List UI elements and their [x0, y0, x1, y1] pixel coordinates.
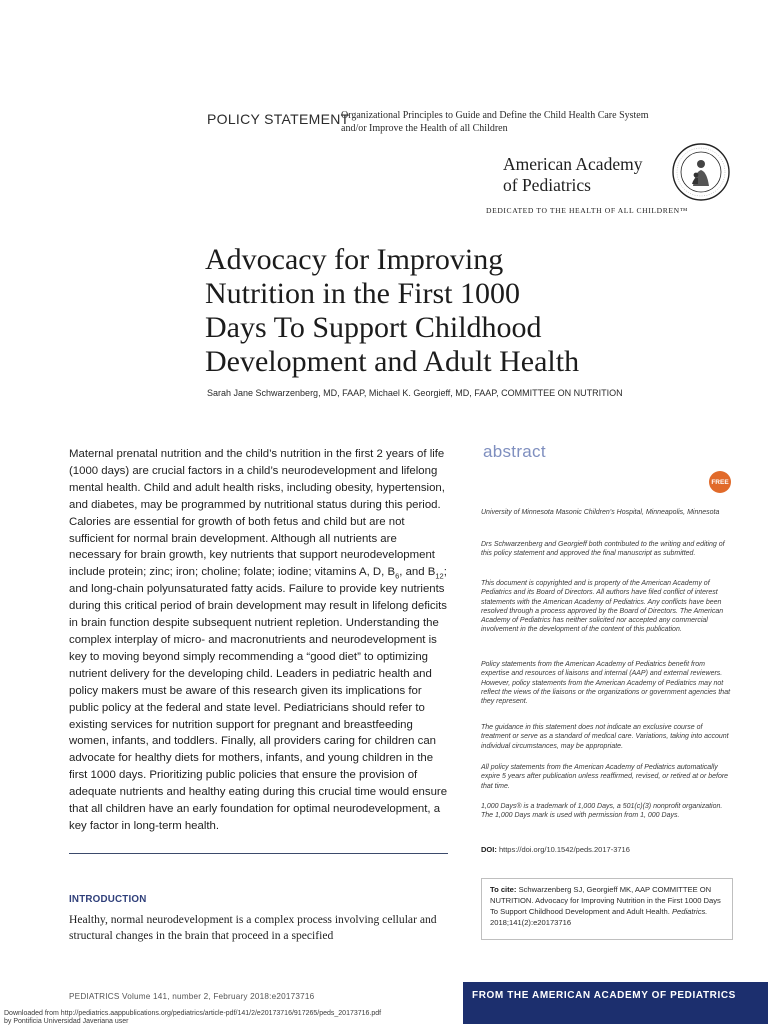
copyright-note: This document is copyrighted and is property of the American Academy of Pediatrics and its Board of Directors. All authors have filed conflict of interest statements with the American Academy of Pediatrics. Any conflicts have been resolved through a process approved by the Board of Directors. The American Academy of Pediatrics has neither solicited nor accepted any commercial involvement in the development of the content of this publication.	[481, 580, 724, 634]
policy-statement-subtitle	[341, 109, 721, 135]
contributions-note: Drs Schwarzenberg and Georgieff both contributed to the writing and editing of this policy statement and approved the final manuscript as submitted.	[481, 541, 725, 558]
introduction-text: Healthy, normal neurodevelopment is a complex process involving cellular and structural changes in the brain that proceed in a specified	[69, 913, 437, 942]
aap-name-line-2: of Pediatrics	[503, 175, 591, 195]
abstract-divider	[69, 853, 448, 854]
trademark-note: 1,000 Days® is a trademark of 1,000 Days, a 501(c)(3) nonprofit organization. The 1,000 Days mark is used with permission from 1, 000 Days.	[481, 803, 723, 820]
title-line-4: Development and Adult Health	[205, 345, 580, 378]
subscript-b6: 6	[395, 571, 400, 581]
title-line-3: Days To Support Childhood	[205, 311, 542, 344]
cite-text: Schwarzenberg SJ, Georgieff MK, AAP COMMITTEE ON NUTRITION. Advocacy for Improving Nutrition in the First 1000 Days To Support Childhood Development and Adult Health.	[490, 885, 721, 916]
introduction-heading: INTRODUCTION	[69, 894, 147, 905]
aap-dedicated-tagline: DEDICATED TO THE HEALTH OF ALL CHILDREN™	[486, 206, 688, 215]
subscript-b12: 12	[435, 571, 444, 581]
cite-label: To cite:	[490, 885, 517, 894]
affiliation-note: University of Minnesota Masonic Children’s Hospital, Minneapolis, Minnesota	[481, 509, 720, 516]
reviewers-note: Policy statements from the American Academy of Pediatrics benefit from expertise and resources of liaisons and internal (AAP) and external reviewers. However, policy statements from the American Academy of Pediatrics may not reflect the views of the liaisons or the organizations or government agencies that they represent.	[481, 661, 731, 706]
cite-volume: 2018;141(2):e20173716	[490, 918, 572, 927]
abstract-text	[69, 446, 448, 835]
download-line-1: Downloaded from http://pediatrics.aappublications.org/pediatrics/article-pdf/141/2/e20173716/917265/peds_20173716.pdf	[4, 1010, 382, 1017]
footer-journal-info: PEDIATRICS Volume 141, number 2, February 2018:e20173716	[69, 992, 315, 1001]
title-line-2: Nutrition in the First 1000	[205, 277, 520, 310]
aap-name-line-1: American Academy	[503, 154, 643, 174]
author-list: Sarah Jane Schwarzenberg, MD, FAAP, Michael K. Georgieff, MD, FAAP, COMMITTEE ON NUTRITION	[207, 388, 623, 398]
cite-journal: Pediatrics.	[671, 907, 708, 916]
free-access-badge: FREE	[709, 471, 731, 493]
title-line-1: Advocacy for Improving	[205, 243, 504, 276]
abstract-text-part-1: Maternal prenatal nutrition and the child’s nutrition in the first 2 years of life (1000 days) are crucial factors in a child’s neurodevelopment and lifelong mental health. Child and adult health risks, including obesity, hypertension, and diabetes, may be programmed by nutritional status during this period. Calories are essential for growth of both fetus and child but are not sufficient for normal brain development. Although all nutrients are necessary for brain growth, key nutrients that support neurodevelopment include protein; zinc; iron; choline; folate; iodine; vitamins A, D, B	[69, 448, 445, 579]
doi-label: DOI:	[481, 845, 497, 854]
subtitle-line-2: and/or Improve the Health of all Children	[341, 123, 508, 134]
footer-bar	[463, 982, 768, 1024]
citation-box	[481, 878, 733, 940]
abstract-label: abstract	[483, 442, 546, 461]
abstract-text-part-2: , and B	[399, 566, 436, 579]
expiration-note: All policy statements from the American Academy of Pediatrics automatically expire 5 years after publication unless reaffirmed, revised, or retired at or before that time.	[481, 764, 729, 790]
article-title	[205, 243, 645, 379]
doi-line	[481, 845, 630, 854]
guidance-note: The guidance in this statement does not indicate an exclusive course of treatment or serve as a standard of medical care. Variations, taking into account individual circumstances, may be appropriate.	[481, 724, 729, 750]
aap-seal-icon	[671, 142, 731, 202]
download-line-2: by Pontificia Universidad Javeriana user	[4, 1018, 129, 1025]
subtitle-line-1: Organizational Principles to Guide and Define the Child Health Care System	[341, 110, 649, 121]
policy-statement-label: POLICY STATEMENT	[207, 111, 350, 127]
doi-link[interactable]: https://doi.org/10.1542/peds.2017-3716	[498, 845, 630, 854]
footer-bar-text: FROM THE AMERICAN ACADEMY OF PEDIATRICS	[472, 990, 736, 1001]
abstract-text-part-3: ; and long-chain polyunsaturated fatty acids. Failure to provide key nutrients during this critical period of brain development may result in lifelong deficits in brain function despite subsequent nutrient repletion. Understanding the complex interplay of micro- and macronutrients and neurodevelopment is key to moving beyond simply recommending a “good diet” to optimizing nutrient delivery for the developing child. Leaders in pediatric health and policy makers must be aware of this research given its implications for public policy at the federal and state level. Pediatricians should refer to existing services for nutrition support for pregnant and breastfeeding women, infants, and toddlers. Finally, all providers caring for children can advocate for healthy diets for mothers, infants, and young children in the first 1000 days. Prioritizing public policies that ensure the provision of adequate nutrients and healthy eating during this crucial time would ensure that all children have an early foundation for optimal neurodevelopment, a key factor in long-term health.	[69, 566, 448, 832]
